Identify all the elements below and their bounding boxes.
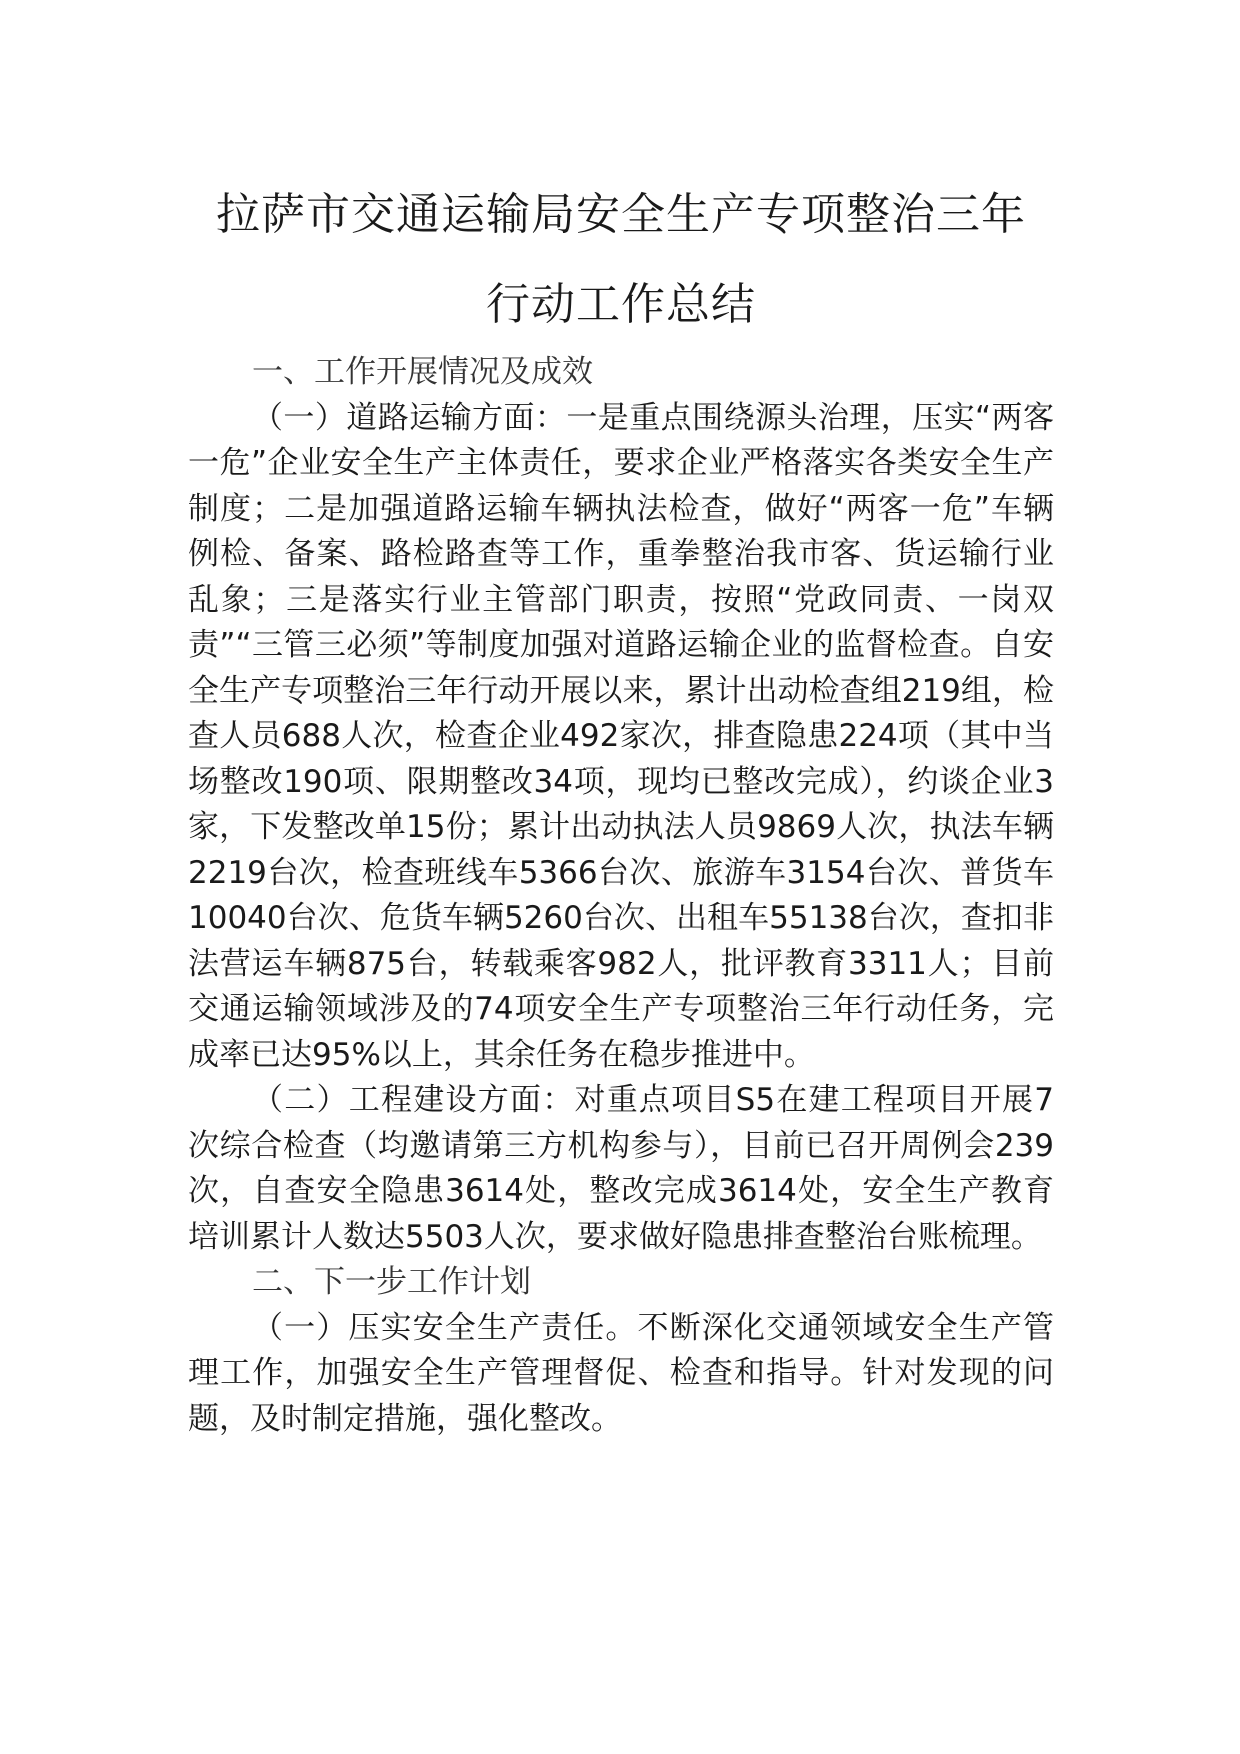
section-heading-work-progress: 一、工作开展情况及成效 [252, 354, 593, 390]
document-title-line-2: 行动工作总结 [486, 279, 756, 330]
paragraph-safety-responsibility: （一）压实安全生产责任。不断深化交通领域安全生产管理工作，加强安全生产管理督促、检查和指导。针对发现的问题，及时制定措施，强化整改。 [188, 1309, 1054, 1437]
section-heading-next-steps: 二、下一步工作计划 [252, 1264, 531, 1300]
document-title-line-1: 拉萨市交通运输局安全生产专项整治三年 [216, 189, 1026, 240]
paragraph-road-transport: （一）道路运输方面：一是重点围绕源头治理，压实“两客一危”企业安全生产主体责任，要求企业严格落实各类安全生产制度；二是加强道路运输车辆执法检查，做好“两客一危”车辆例检、备案、路检路查等工作，重拳整治我市客、货运输行业乱象；三是落实行业主管部门职责，按照“党政同责、一岗双责”“三管三必须”等制度加强对道路运输企业的监督检查。自安全生产专项整治三年行动开展以来，累计出动检查组219组，检查人员688人次，检查企业492家次，排查隐患224项（其中当场整改190项、限期整改34项，现均已整改完成），约谈企业3家，下发整改单15份；累计出动执法人员9869人次，执法车辆2219台次，检查班线车5366台次、旅游车3154台次、普货车10040台次、危货车辆5260台次、出租车55138台次，查扣非法营运车辆875台，转载乘客982人，批评教育3311人；目前交通运输领域涉及的74项安全生产专项整治三年行动任务，完成率已达95%以上，其余任务在稳步推进中。 [188, 399, 1054, 1073]
paragraph-engineering-construction: （二）工程建设方面：对重点项目S5在建工程项目开展7次综合检查（均邀请第三方机构参与），目前已召开周例会239次，自查安全隐患3614处，整改完成3614处，安全生产教育培训累计人数达5503人次，要求做好隐患排查整治台账梳理。 [188, 1082, 1054, 1255]
document-page [188, 170, 1054, 1442]
